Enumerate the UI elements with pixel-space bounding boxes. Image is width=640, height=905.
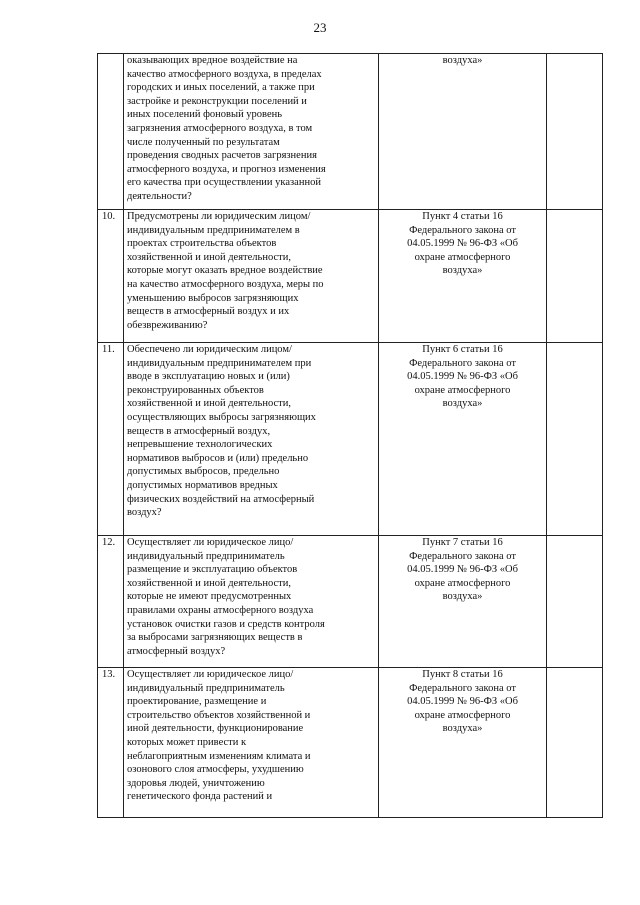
reference-cell: воздуха» (379, 54, 547, 210)
table-row (98, 343, 603, 536)
row-number: 11. (98, 343, 124, 536)
page-number: 23 (313, 20, 327, 35)
reference-cell: Пункт 6 статьи 16 Федерального закона от 04.05.1999 № 96-ФЗ «Об охране атмосферного воздуха» (379, 343, 547, 536)
answer-cell (547, 210, 603, 343)
table-row (98, 210, 603, 343)
question-cell: Осуществляет ли юридическое лицо/ индивидуальный предприниматель проектирование, размещение и строительство объектов хозяйственной и иной деятельности, функционирование которых может привести к неблагоприятным изменениям климата и озонового слоя атмосферы, ухудшению здоровья людей, уничтожению генетического фонда растений и (124, 668, 379, 818)
answer-cell (547, 343, 603, 536)
reference-cell: Пункт 7 статьи 16 Федерального закона от 04.05.1999 № 96-ФЗ «Об охране атмосферного воздуха» (379, 536, 547, 668)
table-row (98, 54, 603, 210)
row-number: 10. (98, 210, 124, 343)
reference-cell: Пункт 8 статьи 16 Федерального закона от 04.05.1999 № 96-ФЗ «Об охране атмосферного воздуха» (379, 668, 547, 818)
question-cell: Осуществляет ли юридическое лицо/ индивидуальный предприниматель размещение и эксплуатацию объектов хозяйственной и иной деятельности, которые не имеют предусмотренных правилами охраны атмосферного воздуха установок очистки газов и средств контроля за выбросами загрязняющих веществ в атмосферный воздух? (124, 536, 379, 668)
question-cell: оказывающих вредное воздействие на качество атмосферного воздуха, в пределах городских и иных поселений, а также при застройке и реконструкции поселений и иных поселений фоновый уровень загрязнения атмосферного воздуха, в том числе полученный по результатам проведения сводных расчетов загрязнения атмосферного воздуха, и прогноз изменения его качества при осуществлении указанной деятельности? (124, 54, 379, 210)
reference-cell: Пункт 4 статьи 16 Федерального закона от 04.05.1999 № 96-ФЗ «Об охране атмосферного воздуха» (379, 210, 547, 343)
table-row (98, 668, 603, 818)
answer-cell (547, 54, 603, 210)
question-cell: Обеспечено ли юридическим лицом/ индивидуальным предпринимателем при вводе в эксплуатацию новых и (или) реконструированных объектов хозяйственной и иной деятельности, осуществляющих выбросы загрязняющих веществ в атмосферный воздух, непревышение технологических нормативов выбросов и (или) предельно допустимых выбросов, предельно допустимых нормативов вредных физических воздействий на атмосферный воздух? (124, 343, 379, 536)
table-row (98, 536, 603, 668)
row-number: 12. (98, 536, 124, 668)
requirements-table (97, 53, 603, 818)
row-number: 13. (98, 668, 124, 818)
row-number (98, 54, 124, 210)
question-cell: Предусмотрены ли юридическим лицом/ индивидуальным предпринимателем в проектах строительства объектов хозяйственной и иной деятельности, которые могут оказать вредное воздействие на качество атмосферного воздуха, меры по уменьшению выбросов загрязняющих веществ в атмосферный воздух и их обезвреживанию? (124, 210, 379, 343)
answer-cell (547, 536, 603, 668)
answer-cell (547, 668, 603, 818)
